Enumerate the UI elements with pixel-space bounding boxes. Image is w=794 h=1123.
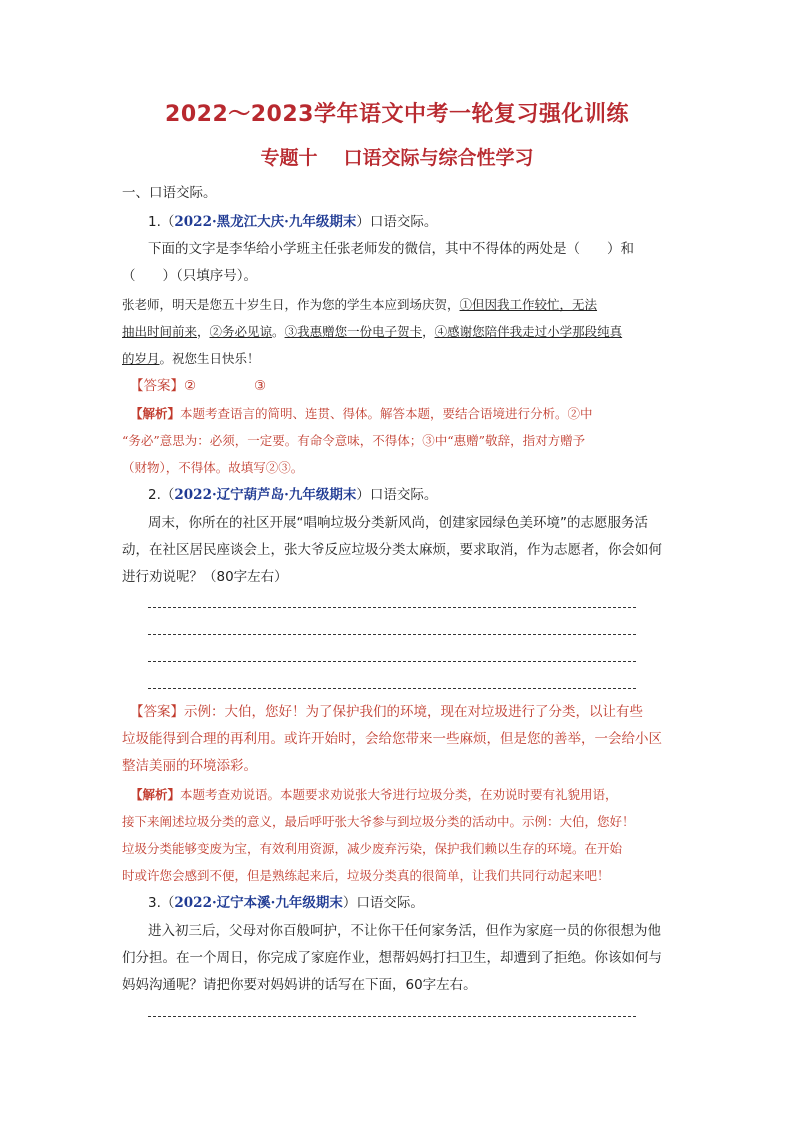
q2-analysis-line-1 xyxy=(130,785,618,805)
topic-title xyxy=(0,143,794,170)
q3-stem-line-3: 妈妈沟通呢？请把你要对妈妈讲的话写在下面，60字左右。 xyxy=(122,977,477,993)
q1-msg-item-1: ①但因我工作较忙，无法 xyxy=(459,297,598,312)
q1-msg-sep: ， xyxy=(197,324,210,339)
q2-stem-line-3: 进行劝说呢？（80字左右） xyxy=(122,569,288,585)
q2-answer-line-3: 整洁美丽的环境添彩。 xyxy=(122,758,257,774)
q3-source: 2022·辽宁本溪·九年级期末 xyxy=(174,895,343,911)
q2-analysis-text: 本题考查劝说语。本题要求劝说张大爷进行垃圾分类，在劝说时要有礼貌用语， xyxy=(180,787,618,802)
answer-label: 【答案】 xyxy=(130,704,184,720)
q2-type: ）口语交际。 xyxy=(356,487,438,503)
q1-msg-text: 。祝您生日快乐！ xyxy=(159,351,260,366)
q2-number: 2.（ xyxy=(148,487,175,503)
q1-message-line-1 xyxy=(122,295,597,315)
q1-answer-2: ③ xyxy=(254,378,267,394)
q3-header xyxy=(148,893,424,913)
answer-blank-line[interactable] xyxy=(148,607,636,608)
q1-stem-line-1: 下面的文字是李华给小学班主任张老师发的微信，其中不得体的两处是（ ）和 xyxy=(148,241,634,257)
q2-stem-line-1: 周末，你所在的社区开展“唱响垃圾分类新风尚，创建家园绿色美环境”的志愿服务活 xyxy=(148,515,648,531)
q2-analysis-line-2: 接下来阐述垃圾分类的意义，最后呼吁张大爷参与到垃圾分类的活动中。示例：大伯，您好！ xyxy=(122,814,635,829)
q2-analysis-line-4: 时或许您会感到不便，但是熟练起来后，垃圾分类真的很简单，让我们共同行动起来吧！ xyxy=(122,868,610,883)
q1-source: 2022·黑龙江大庆·九年级期末 xyxy=(174,214,357,230)
q1-analysis-line-3: （财物），不得体。故填写②③。 xyxy=(122,460,304,475)
q2-source: 2022·辽宁葫芦岛·九年级期末 xyxy=(174,487,357,503)
analysis-label: 【解析】 xyxy=(130,787,181,802)
q1-answer-1: ② xyxy=(184,378,197,394)
document-title: 2022～2023学年语文中考一轮复习强化训练 xyxy=(165,102,629,127)
q1-number: 1.（ xyxy=(148,214,175,230)
q3-type: ）口语交际。 xyxy=(342,895,424,911)
q1-header xyxy=(148,212,437,232)
q1-msg-item-3: ③我惠赠您一份电子贺卡 xyxy=(284,324,423,339)
q2-analysis-line-3: 垃圾分类能够变废为宝，有效利用资源，减少废弃污染，保护我们赖以生存的环境。在开始 xyxy=(122,841,623,856)
q1-msg-sep: ， xyxy=(422,324,435,339)
q3-number: 3.（ xyxy=(148,895,175,911)
q1-msg-item-2: ②务必见谅 xyxy=(209,324,273,339)
q1-analysis-line-2: “务必”意思为：必须，一定要。有命令意味，不得体；③中“惠赠”敬辞，指对方赠予 xyxy=(122,433,586,448)
q1-analysis-text: 本题考查语言的简明、连贯、得体。解答本题，要结合语境进行分析。②中 xyxy=(180,406,593,421)
q1-message-line-2 xyxy=(122,322,622,342)
q2-answer-line-1 xyxy=(130,702,643,722)
topic-name: 口语交际与综合性学习 xyxy=(343,147,534,169)
q1-type: ）口语交际。 xyxy=(356,214,438,230)
analysis-label: 【解析】 xyxy=(130,406,181,421)
q3-stem-line-2: 们分担。在一个周日，你完成了家庭作业，想帮妈妈打扫卫生，却遭到了拒绝。你该如何与 xyxy=(122,950,662,966)
q1-answer xyxy=(130,376,266,396)
q1-msg-item-1-cont: 抽出时间前来 xyxy=(122,324,198,339)
q3-stem-line-1: 进入初三后，父母对你百般呵护，不让你干任何家务活，但作为家庭一员的你很想为他 xyxy=(148,923,661,939)
section-heading: 一、口语交际。 xyxy=(122,185,217,201)
q1-message-line-3 xyxy=(122,349,260,369)
topic-number: 专题十 xyxy=(260,147,318,169)
answer-blank-line[interactable] xyxy=(148,1016,636,1017)
answer-blank-line[interactable] xyxy=(148,661,636,662)
answer-blank-line[interactable] xyxy=(148,634,636,635)
answer-label: 【答案】 xyxy=(130,378,184,394)
q1-analysis-line-1 xyxy=(130,404,593,424)
q2-stem-line-2: 动，在社区居民座谈会上，张大爷反应垃圾分类太麻烦，要求取消，作为志愿者，你会如何 xyxy=(122,542,662,558)
q2-answer-text: 示例：大伯，您好！为了保护我们的环境，现在对垃圾进行了分类，以让有些 xyxy=(184,704,643,720)
q2-answer-line-2: 垃圾能得到合理的再利用。或许开始时，会给您带来一些麻烦，但是您的善举，一会给小区 xyxy=(122,731,662,747)
q1-msg-item-4: ④感谢您陪伴我走过小学那段纯真 xyxy=(434,324,623,339)
answer-blank-line[interactable] xyxy=(148,688,636,689)
q1-msg-sep: 。 xyxy=(272,324,285,339)
q1-msg-text: 张老师，明天是您五十岁生日，作为您的学生本应到场庆贺， xyxy=(122,297,460,312)
q1-msg-item-4-cont: 的岁月 xyxy=(122,351,160,366)
q1-stem-line-2: （ ）（只填序号）。 xyxy=(122,268,257,284)
q2-header xyxy=(148,485,437,505)
